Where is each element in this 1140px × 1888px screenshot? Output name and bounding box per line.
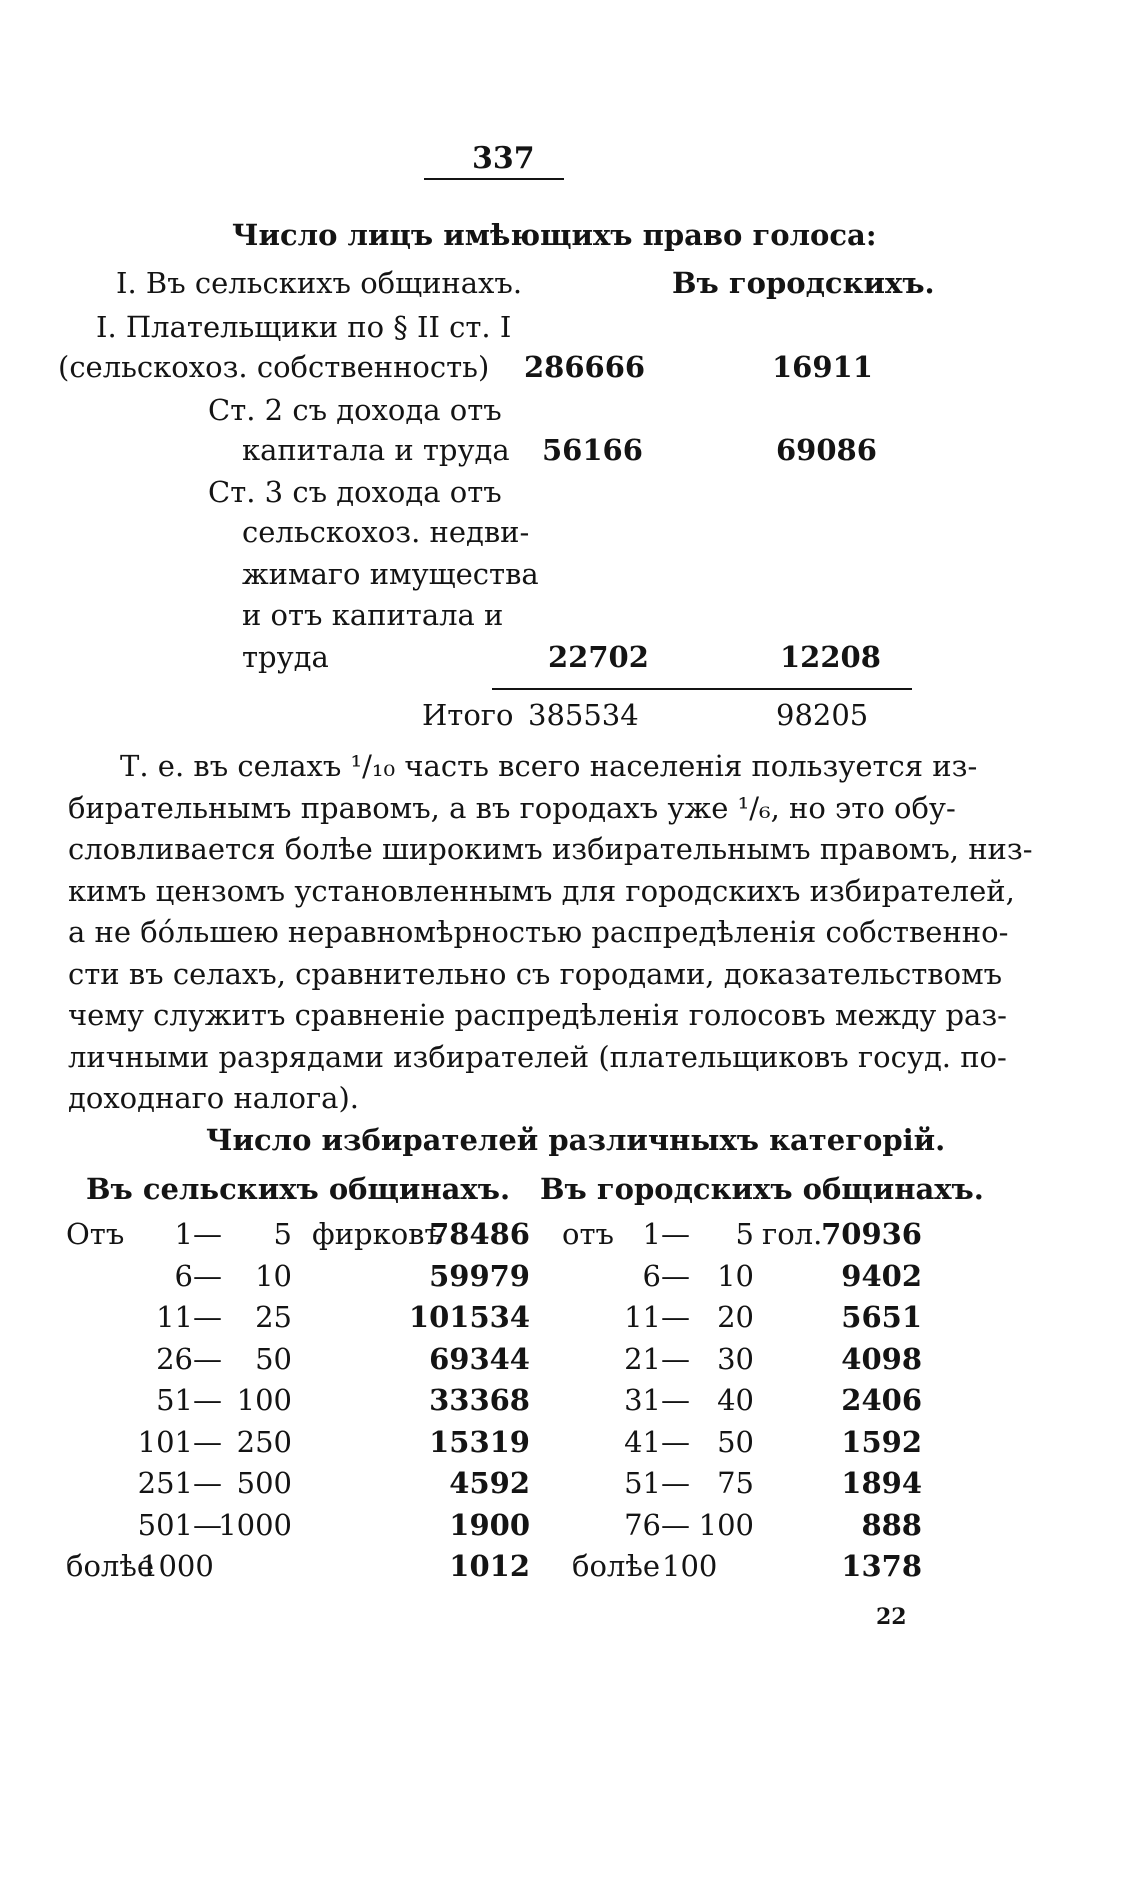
category-cell-from-r: 26— bbox=[156, 1341, 222, 1376]
category-cell-val-u: 1894 bbox=[841, 1466, 922, 1500]
category-cell-val-r: 1900 bbox=[449, 1507, 530, 1542]
paragraph-line: словливается болѣе широкимъ избирательнымъ правомъ, низ- bbox=[68, 832, 1033, 866]
category-cell-from-r: 251— bbox=[137, 1466, 222, 1500]
voters-total-rule bbox=[492, 688, 912, 690]
voters-row1-label-2: (сельскохоз. собственность) bbox=[58, 350, 490, 384]
paragraph-line: бирательнымъ правомъ, а въ городахъ уже ¹/₆, но это обу- bbox=[68, 790, 956, 825]
voters-row1-label-1: I. Плательщики по § II ст. I bbox=[96, 310, 512, 344]
category-cell-to-r: 50 bbox=[255, 1341, 292, 1376]
category-cell-from-u: 51— bbox=[624, 1466, 690, 1500]
body-paragraph bbox=[68, 746, 1033, 1120]
category-cell-from-r: 1— bbox=[174, 1217, 222, 1251]
categories-col-rural: Въ сельскихъ общинахъ. bbox=[86, 1172, 511, 1206]
voters-total-label: Итого bbox=[422, 698, 514, 732]
category-cell-val-u: 1378 bbox=[841, 1549, 922, 1583]
category-cell-from-u: 31— bbox=[624, 1383, 690, 1417]
category-cell-unit-r: фирковъ bbox=[312, 1217, 443, 1251]
category-cell-val-r: 4592 bbox=[449, 1466, 530, 1500]
category-cell-from-r: 501— bbox=[137, 1507, 222, 1542]
voters-row3-label-2: сельскохоз. недви- bbox=[242, 515, 530, 549]
category-cell-val-r: 15319 bbox=[429, 1424, 530, 1459]
category-cell-to-u: 75 bbox=[717, 1466, 754, 1500]
category-cell-from-u: 76— bbox=[624, 1507, 690, 1542]
category-cell-from-r: 1000 bbox=[140, 1549, 214, 1583]
category-cell-to-r: 250 bbox=[236, 1424, 292, 1459]
paragraph-line: сти въ селахъ, сравнительно съ городами, доказательствомъ bbox=[68, 956, 1003, 991]
category-cell-val-u: 1592 bbox=[841, 1424, 922, 1459]
category-cell-from-r: 6— bbox=[174, 1258, 222, 1293]
category-cell-to-u: 40 bbox=[717, 1383, 754, 1417]
category-cell-val-u: 70936 bbox=[821, 1217, 922, 1251]
paragraph-line: чему служитъ сравненіе распредѣленія голосовъ между раз- bbox=[68, 998, 1007, 1032]
category-cell-to-r: 5 bbox=[273, 1217, 292, 1251]
category-cell-val-r: 78486 bbox=[429, 1217, 530, 1251]
category-cell-prefix-r: Отъ bbox=[66, 1217, 125, 1251]
category-cell-to-u: 30 bbox=[717, 1341, 754, 1376]
category-cell-from-u: 100 bbox=[662, 1549, 718, 1583]
signature-mark: 22 bbox=[876, 1604, 907, 1630]
category-cell-from-r: 101— bbox=[137, 1424, 222, 1459]
category-cell-prefix-u: болѣе bbox=[572, 1549, 660, 1583]
voters-row2-urban: 69086 bbox=[776, 433, 877, 467]
voters-total-rural: 385534 bbox=[528, 698, 639, 732]
category-cell-to-u: 50 bbox=[717, 1424, 754, 1459]
category-cell-to-u: 10 bbox=[717, 1258, 754, 1293]
paragraph-line: Т. е. въ селахъ ¹/₁₀ часть всего населенія пользуется из- bbox=[120, 749, 978, 783]
category-cell-val-u: 9402 bbox=[841, 1258, 922, 1293]
voters-row1-rural: 286666 bbox=[524, 350, 646, 384]
category-cell-to-u: 5 bbox=[735, 1217, 754, 1251]
category-cell-val-u: 888 bbox=[861, 1507, 922, 1542]
voters-row3-label-1: Ст. 3 съ дохода отъ bbox=[208, 475, 502, 509]
voters-row1-urban: 16911 bbox=[772, 350, 873, 384]
category-cell-to-r: 1000 bbox=[218, 1507, 292, 1542]
category-cell-to-r: 100 bbox=[236, 1383, 292, 1417]
voters-row2-label-1: Ст. 2 съ дохода отъ bbox=[208, 393, 502, 427]
voters-row3-urban: 12208 bbox=[780, 640, 881, 674]
paragraph-line: доходнаго налога). bbox=[68, 1081, 359, 1115]
category-cell-to-r: 25 bbox=[255, 1300, 292, 1334]
page-number-underline bbox=[424, 178, 564, 180]
voters-col-urban: Въ городскихъ. bbox=[672, 266, 935, 300]
category-cell-from-u: 11— bbox=[624, 1300, 690, 1334]
paragraph-line: кимъ цензомъ установленнымъ для городскихъ избирателей, bbox=[68, 873, 1015, 908]
category-cell-val-u: 2406 bbox=[841, 1383, 922, 1417]
category-cell-val-r: 1012 bbox=[449, 1549, 530, 1583]
category-cell-to-u: 20 bbox=[717, 1300, 754, 1334]
category-cell-from-r: 51— bbox=[156, 1383, 222, 1417]
voters-row2-rural: 56166 bbox=[542, 433, 643, 467]
category-cell-prefix-r: болѣе bbox=[66, 1549, 154, 1583]
voters-total-urban: 98205 bbox=[776, 698, 869, 732]
category-cell-from-u: 1— bbox=[642, 1217, 690, 1251]
category-cell-val-r: 33368 bbox=[429, 1383, 530, 1417]
category-cell-to-u: 100 bbox=[698, 1507, 754, 1542]
voters-row3-label-3: жимаго имущества bbox=[242, 557, 539, 591]
page-number: 337 bbox=[472, 141, 535, 176]
category-cell-val-r: 101534 bbox=[408, 1300, 530, 1334]
paragraph-line: а не бóльшею неравномѣрностью распредѣленія собственно- bbox=[68, 915, 1009, 949]
category-cell-to-r: 10 bbox=[255, 1258, 292, 1293]
category-cell-prefix-u: отъ bbox=[562, 1217, 614, 1251]
categories-title: Число избирателей различныхъ категорій. bbox=[206, 1123, 946, 1157]
voters-row3-label-5: труда bbox=[242, 640, 329, 674]
paragraph-line: личными разрядами избирателей (плательщиковъ госуд. по- bbox=[68, 1039, 1007, 1074]
category-cell-from-r: 11— bbox=[156, 1300, 222, 1334]
category-cell-unit-u: гол. bbox=[762, 1217, 823, 1251]
voters-row3-label-4: и отъ капитала и bbox=[242, 598, 504, 632]
category-cell-to-r: 500 bbox=[236, 1466, 292, 1500]
voters-title: Число лицъ имѣющихъ право голоса: bbox=[232, 218, 877, 252]
category-cell-val-u: 5651 bbox=[841, 1300, 922, 1334]
category-cell-val-r: 59979 bbox=[429, 1258, 530, 1293]
category-cell-val-u: 4098 bbox=[841, 1341, 922, 1376]
category-cell-val-r: 69344 bbox=[429, 1341, 530, 1376]
voters-col-rural: I. Въ сельскихъ общинахъ. bbox=[116, 266, 523, 300]
category-cell-from-u: 21— bbox=[624, 1341, 690, 1376]
category-cell-from-u: 6— bbox=[642, 1258, 690, 1293]
category-cell-from-u: 41— bbox=[624, 1424, 690, 1459]
categories-col-urban: Въ городскихъ общинахъ. bbox=[540, 1172, 984, 1206]
voters-row2-label-2: капитала и труда bbox=[242, 433, 510, 467]
voters-row3-rural: 22702 bbox=[548, 640, 649, 674]
